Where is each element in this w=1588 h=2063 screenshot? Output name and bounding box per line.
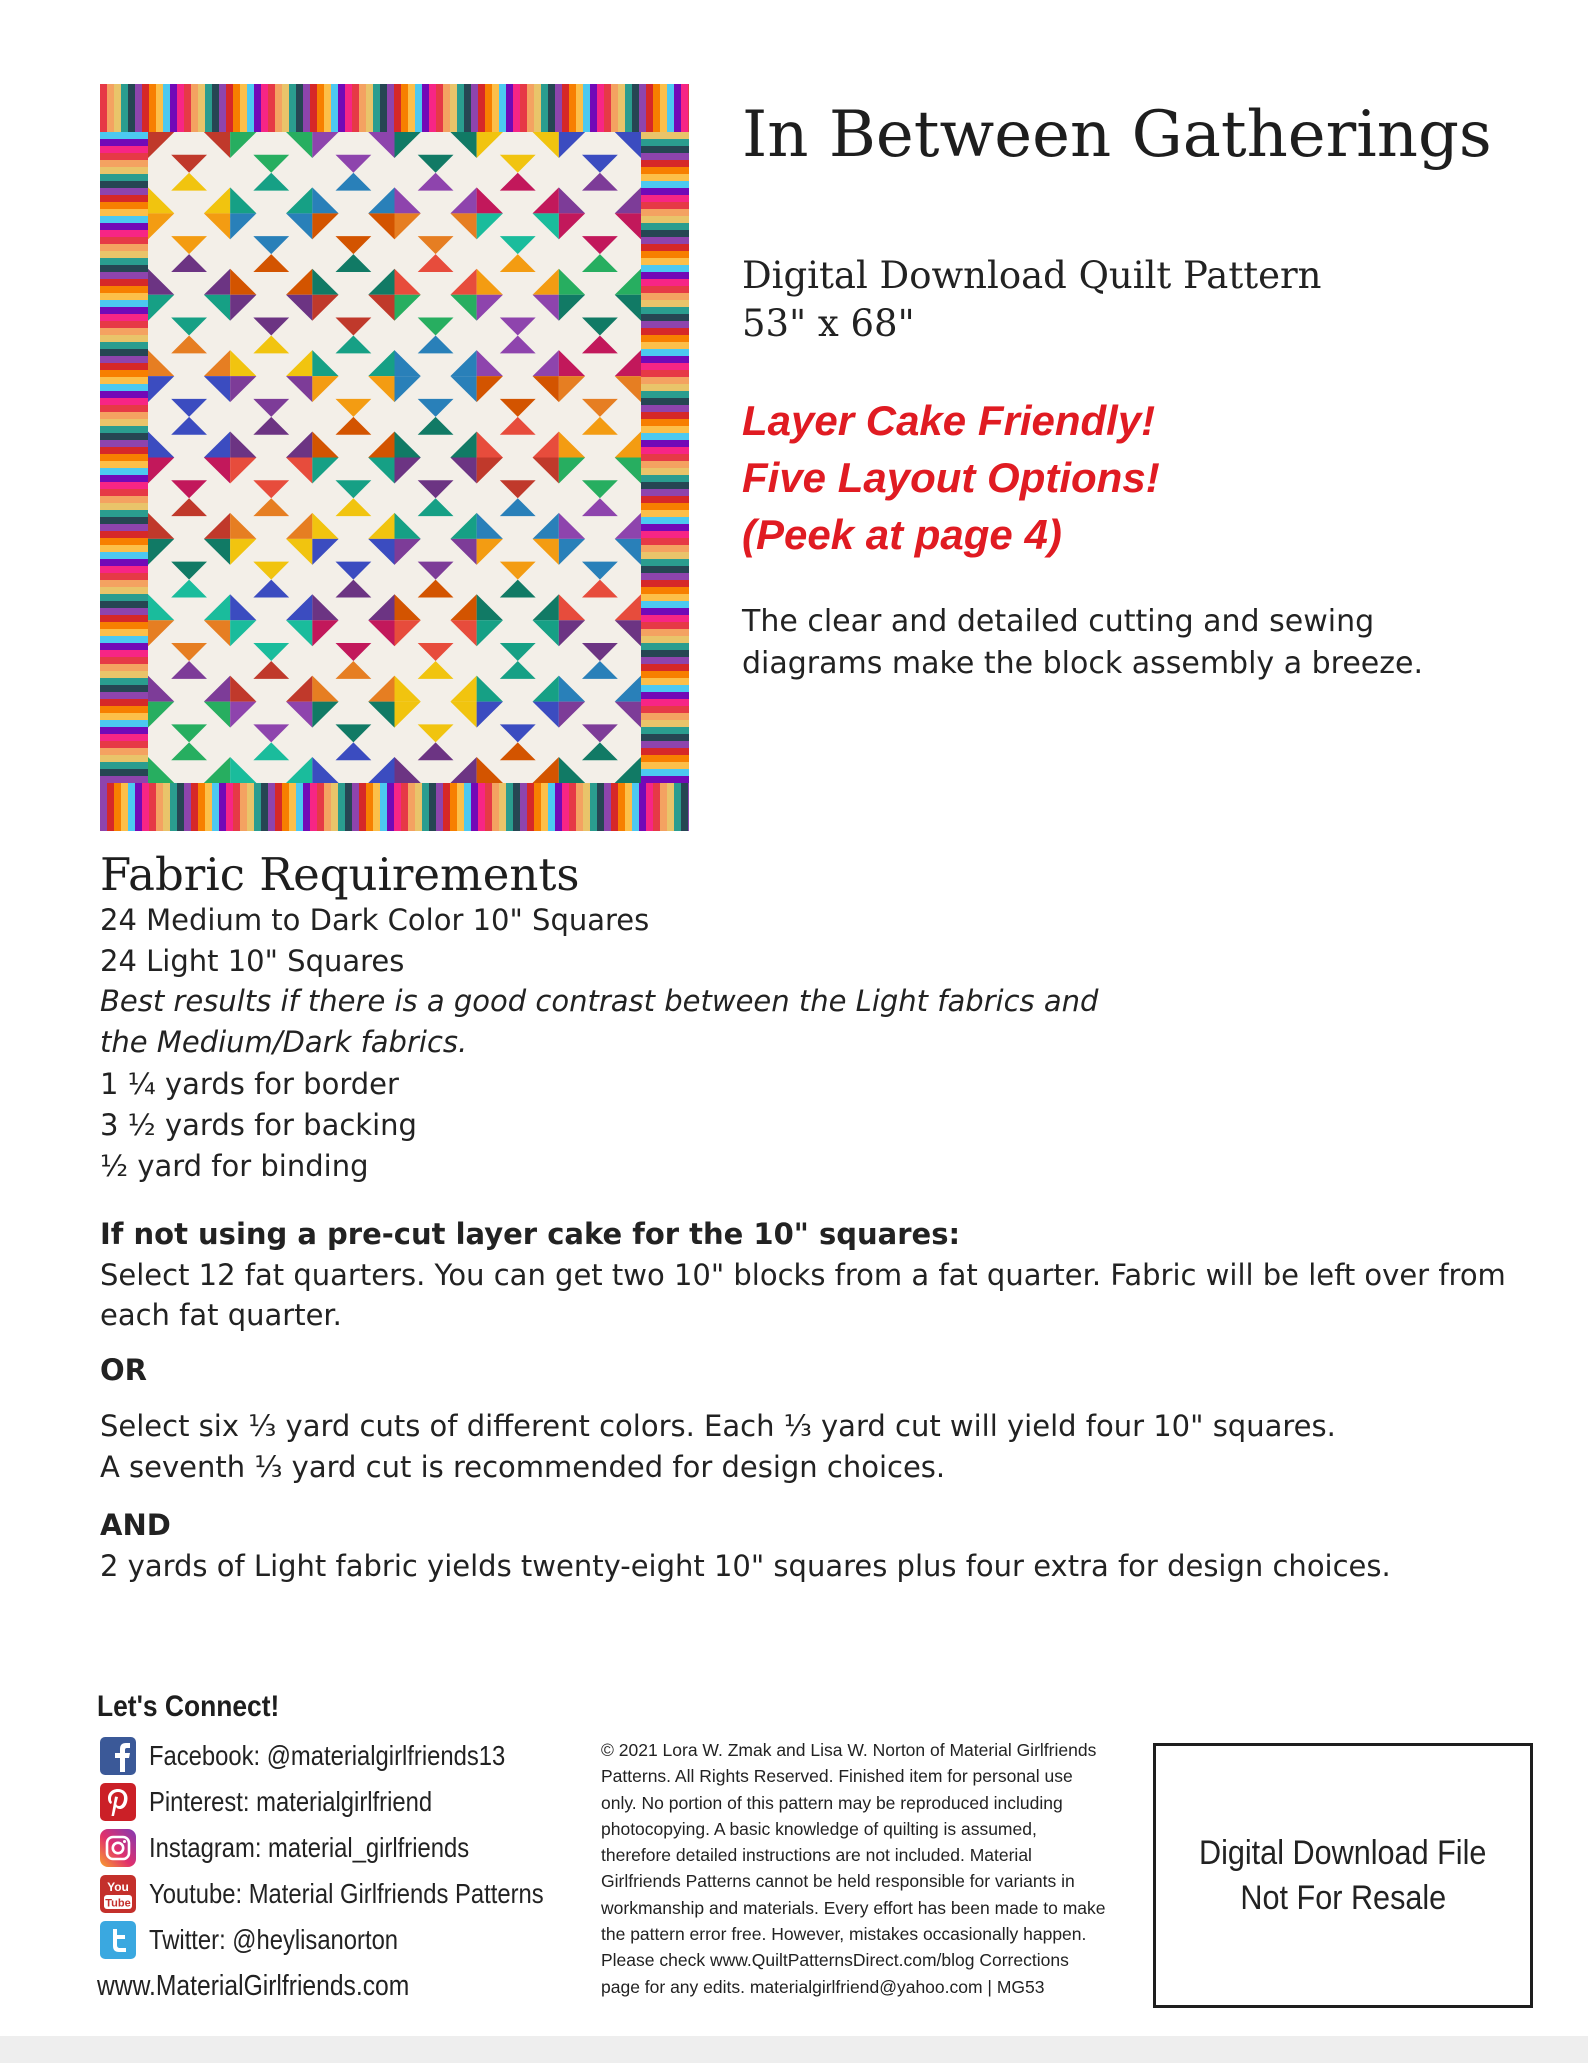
- precut-text: Select 12 fat quarters. You can get two 10" blocks from a fat quarter. Fabric will be left over from: [100, 1258, 1506, 1292]
- fabric-requirements-heading: Fabric Requirements: [100, 848, 580, 901]
- social-label: Instagram: material_girlfriends: [149, 1832, 470, 1863]
- copyright-line: the pattern error free. However, mistakes occasionally happen.: [601, 1924, 1087, 1945]
- or-label: OR: [100, 1353, 147, 1387]
- website-link[interactable]: www.MaterialGirlfriends.com: [97, 1970, 410, 2002]
- resale-line-1: Digital Download File: [1199, 1833, 1487, 1872]
- youtube-icon: [99, 1874, 137, 1914]
- promo-line-layer-cake: Layer Cake Friendly!: [742, 397, 1156, 444]
- fabric-item: 24 Medium to Dark Color 10" Squares: [100, 903, 650, 937]
- copyright-line: page for any edits. materialgirlfriend@yahoo.com | MG53: [601, 1976, 1045, 1997]
- social-facebook[interactable]: [99, 1734, 568, 1778]
- svg-text:You: You: [107, 1880, 129, 1894]
- copyright-notice: [601, 1737, 1136, 2000]
- copyright-line: photocopying. A basic knowledge of quilting is assumed,: [601, 1818, 1037, 1839]
- svg-text:Tube: Tube: [105, 1897, 131, 1910]
- resale-line-2: Not For Resale: [1240, 1878, 1446, 1917]
- page-bottom-edge: [0, 2036, 1588, 2063]
- pattern-title: In Between Gatherings: [742, 98, 1492, 172]
- promo-line-layouts: Five Layout Options!: [742, 454, 1160, 501]
- copyright-line: © 2021 Lora W. Zmak and Lisa W. Norton of Material Girlfriends: [601, 1740, 1097, 1760]
- copyright-line: Patterns. All Rights Reserved. Finished item for personal use: [601, 1766, 1073, 1787]
- copyright-line: therefore detailed instructions are not included. Material: [601, 1845, 1032, 1866]
- fabric-note: Best results if there is a good contrast between the Light fabrics and: [100, 984, 1099, 1018]
- social-pinterest[interactable]: [99, 1780, 482, 1824]
- facebook-icon: [99, 1736, 137, 1776]
- fabric-item: 24 Light 10" Squares: [100, 944, 405, 978]
- instagram-icon: [99, 1828, 137, 1868]
- twitter-icon: [99, 1920, 137, 1960]
- copyright-line: Girlfriends Patterns cannot be held responsible for variants in: [601, 1871, 1075, 1892]
- social-youtube[interactable]: [99, 1872, 613, 1916]
- fabric-note: the Medium/Dark fabrics.: [100, 1025, 468, 1059]
- connect-heading: Let's Connect!: [97, 1690, 280, 1723]
- copyright-line: only. No portion of this pattern may be reproduced including: [601, 1792, 1063, 1813]
- copyright-line: workmanship and materials. Every effort has been made to make: [601, 1897, 1106, 1918]
- precut-heading: If not using a pre-cut layer cake for the 10" squares:: [100, 1217, 961, 1251]
- quilt-photo: [100, 84, 689, 831]
- pinterest-icon: [99, 1782, 137, 1822]
- fabric-item: 3 ½ yards for backing: [100, 1108, 417, 1142]
- not-for-resale-box: [1153, 1743, 1533, 2008]
- social-label: Youtube: Material Girlfriends Patterns: [149, 1878, 544, 1909]
- precut-text: each fat quarter.: [100, 1298, 342, 1332]
- pattern-description: The clear and detailed cutting and sewing diagrams make the block assembly a breeze.: [742, 604, 1424, 681]
- social-label: Pinterest: materialgirlfriend: [149, 1786, 433, 1817]
- social-label: Twitter: @heylisanorton: [149, 1924, 399, 1955]
- promo-line-peek: (Peek at page 4): [742, 511, 1062, 558]
- light-fabric-text: 2 yards of Light fabric yields twenty-eight 10" squares plus four extra for design choices.: [100, 1549, 1391, 1583]
- copyright-line: Please check www.QuiltPatternsDirect.com/blog Corrections: [601, 1950, 1069, 1971]
- pattern-subtitle: Digital Download Quilt Pattern: [742, 254, 1322, 297]
- quilt-size: 53" x 68": [742, 302, 915, 345]
- social-instagram[interactable]: [99, 1826, 526, 1870]
- fabric-item: 1 ¼ yards for border: [100, 1067, 399, 1101]
- fabric-item: ½ yard for binding: [100, 1149, 369, 1183]
- third-yard-text: A seventh ⅓ yard cut is recommended for design choices.: [100, 1450, 946, 1484]
- social-label: Facebook: @materialgirlfriends13: [149, 1740, 506, 1771]
- social-twitter[interactable]: [99, 1918, 442, 1962]
- third-yard-text: Select six ⅓ yard cuts of different colors. Each ⅓ yard cut will yield four 10" squares.: [100, 1409, 1336, 1443]
- and-label: AND: [100, 1508, 171, 1542]
